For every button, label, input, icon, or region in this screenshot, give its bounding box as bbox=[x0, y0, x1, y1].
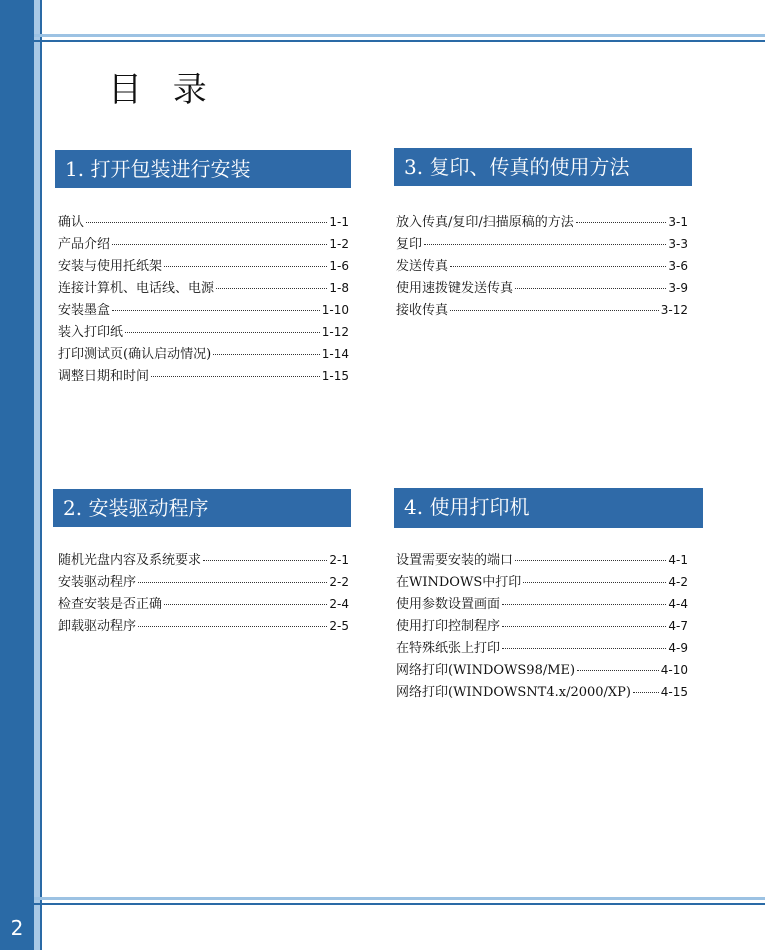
toc-entry[interactable]: 接收传真 3-12 bbox=[396, 303, 688, 318]
toc-entry[interactable]: 检查安装是否正确 2-4 bbox=[58, 597, 349, 612]
toc-entry[interactable]: 在特殊纸张上打印 4-9 bbox=[396, 641, 688, 656]
page-title: 目 录 bbox=[108, 70, 217, 110]
toc-entry[interactable]: 打印测试页(确认启动情况) 1-14 bbox=[58, 347, 349, 362]
toc-section-2 bbox=[58, 549, 349, 637]
toc-entry[interactable]: 调整日期和时间 1-15 bbox=[58, 369, 349, 384]
toc-entry[interactable]: 在WINDOWS中打印 4-2 bbox=[396, 575, 688, 590]
toc-entry[interactable]: 产品介绍 1-2 bbox=[58, 237, 349, 252]
toc-entry[interactable]: 放入传真/复印/扫描原稿的方法 3-1 bbox=[396, 215, 688, 230]
toc-entry[interactable]: 复印 3-3 bbox=[396, 237, 688, 252]
toc-entry[interactable]: 安装墨盒 1-10 bbox=[58, 303, 349, 318]
section-heading-3: 3. 复印、传真的使用方法 bbox=[394, 148, 692, 186]
toc-entry[interactable]: 连接计算机、电话线、电源 1-8 bbox=[58, 281, 349, 296]
toc-entry[interactable]: 安装与使用托纸架 1-6 bbox=[58, 259, 349, 274]
toc-entry[interactable]: 使用速拨键发送传真 3-9 bbox=[396, 281, 688, 296]
left-margin-bar bbox=[0, 0, 34, 950]
left-margin-line bbox=[40, 0, 42, 950]
toc-entry[interactable]: 随机光盘内容及系统要求 2-1 bbox=[58, 553, 349, 568]
section-heading-2: 2. 安装驱动程序 bbox=[53, 489, 351, 527]
toc-section-3 bbox=[396, 211, 688, 321]
toc-section-4 bbox=[396, 549, 688, 703]
top-rule bbox=[34, 34, 765, 37]
toc-section-1 bbox=[58, 211, 349, 387]
toc-entry[interactable]: 使用打印控制程序 4-7 bbox=[396, 619, 688, 634]
section-heading-4: 4. 使用打印机 bbox=[394, 488, 703, 528]
toc-entry[interactable]: 网络打印(WINDOWSNT4.x/2000/XP) 4-15 bbox=[396, 685, 688, 700]
toc-entry[interactable]: 发送传真 3-6 bbox=[396, 259, 688, 274]
toc-entry[interactable]: 卸载驱动程序 2-5 bbox=[58, 619, 349, 634]
bottom-rule bbox=[34, 897, 765, 900]
page-number: 2 bbox=[0, 906, 34, 950]
toc-entry[interactable]: 安装驱动程序 2-2 bbox=[58, 575, 349, 590]
toc-entry[interactable]: 使用参数设置画面 4-4 bbox=[396, 597, 688, 612]
toc-entry[interactable]: 网络打印(WINDOWS98/ME) 4-10 bbox=[396, 663, 688, 678]
toc-entry[interactable]: 装入打印纸 1-12 bbox=[58, 325, 349, 340]
top-rule-dark bbox=[34, 40, 765, 42]
toc-entry[interactable]: 确认 1-1 bbox=[58, 215, 349, 230]
toc-entry[interactable]: 设置需要安装的端口 4-1 bbox=[396, 553, 688, 568]
bottom-rule-dark bbox=[34, 903, 765, 905]
section-heading-1: 1. 打开包装进行安装 bbox=[55, 150, 351, 188]
